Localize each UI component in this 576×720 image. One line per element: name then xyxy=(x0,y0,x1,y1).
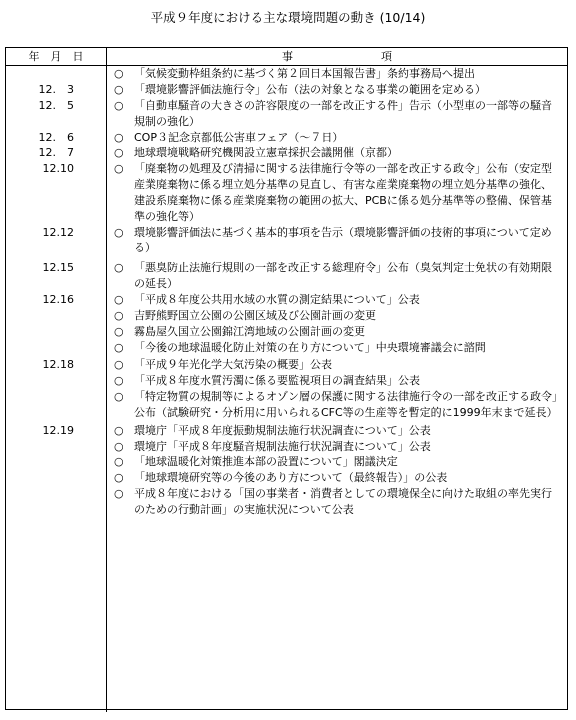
bullet-circle-icon: ○ xyxy=(114,83,124,97)
event-item xyxy=(114,389,561,421)
table-row xyxy=(6,98,567,130)
event-item xyxy=(114,82,561,98)
row-events xyxy=(107,130,567,146)
bullet-circle-icon: ○ xyxy=(114,67,124,81)
event-item xyxy=(114,260,561,292)
event-item xyxy=(114,486,561,518)
bullet-circle-icon: ○ xyxy=(114,455,124,469)
event-item xyxy=(114,130,561,146)
table-row xyxy=(6,292,567,355)
row-date: 12.15 xyxy=(42,261,74,275)
events-table xyxy=(5,47,568,710)
row-date: 12.16 xyxy=(42,293,74,306)
bullet-circle-icon: ○ xyxy=(114,324,124,338)
event-text: 地球環境戦略研究機関設立憲章採択会議開催（京都） xyxy=(134,146,398,160)
table-row xyxy=(6,66,567,82)
event-item xyxy=(114,324,561,340)
event-text: 「平成８年度水質汚濁に係る要監視項目の調査結果」公表 xyxy=(134,374,420,388)
row-date: 12. 5 xyxy=(38,98,74,112)
page-title: 平成９年度における主な環境問題の動き (10/14) xyxy=(150,10,426,25)
event-item xyxy=(114,145,561,161)
bullet-circle-icon: ○ xyxy=(114,423,124,437)
bullet-circle-icon: ○ xyxy=(114,471,124,485)
event-item xyxy=(114,308,561,324)
event-text: COP３記念京都低公害車フェア（～７日） xyxy=(134,130,344,144)
event-text: 環境庁「平成８年度振動規制法施行状況調査について」公表 xyxy=(134,423,431,437)
row-date: 12.10 xyxy=(42,162,74,176)
row-events xyxy=(107,161,567,224)
bullet-circle-icon: ○ xyxy=(114,162,124,176)
table-row xyxy=(6,423,567,518)
event-item xyxy=(114,292,561,308)
row-date: 12.12 xyxy=(42,225,74,239)
row-date: 12. 6 xyxy=(38,130,74,144)
table-body xyxy=(6,66,567,518)
bullet-circle-icon: ○ xyxy=(114,340,124,354)
table-row xyxy=(6,260,567,292)
table-row xyxy=(6,130,567,146)
row-date xyxy=(6,66,107,82)
date-column-header: 年 月 日 xyxy=(6,48,107,65)
event-text: 「自動車騒音の大きさの許容限度の一部を改正する件」告示（小型車の一部等の騒音規制の強化） xyxy=(134,98,552,128)
row-events xyxy=(107,145,567,161)
event-text: 「地球温暖化対策推進本部の設置について」閣議決定 xyxy=(134,455,398,469)
table-row xyxy=(6,357,567,420)
event-text: 「環境影響評価法施行令」公布（法の対象となる事業の範囲を定める） xyxy=(134,83,486,97)
event-text: 「地球環境研究等の今後のあり方について（最終報告）」の公表 xyxy=(134,471,448,485)
row-events xyxy=(107,357,567,420)
table-row xyxy=(6,145,567,161)
event-text: 「悪臭防止法施行規則の一部を改正する総理府令」公布（臭気判定士免状の有効期限の延長） xyxy=(134,261,552,291)
event-text: 「平成９年光化学大気汚染の概要」公表 xyxy=(134,358,332,372)
table-row xyxy=(6,225,567,257)
bullet-circle-icon: ○ xyxy=(114,98,124,112)
row-events xyxy=(107,98,567,130)
event-item xyxy=(114,470,561,486)
bullet-circle-icon: ○ xyxy=(114,439,124,453)
row-date: 12.18 xyxy=(42,358,74,372)
event-text: 「廃棄物の処理及び清掃に関する法律施行令等の一部を改正する政令」公布（安定型産業廃棄物に係る埋立処分基準の見直し、有害な産業廃棄物の埋立処分基準の強化、建設系廃棄物に係る産業廃棄物の範囲の拡大、PCBに係る処分基準等の整備、保管基準の強化等） xyxy=(134,162,552,223)
event-item xyxy=(114,357,561,373)
row-events xyxy=(107,66,567,82)
row-date: 12. 3 xyxy=(38,83,74,97)
row-events xyxy=(107,292,567,355)
event-item xyxy=(114,373,561,389)
event-text: 「気候変動枠組条約に基づく第２回日本国報告書」条約事務局へ提出 xyxy=(134,67,475,81)
row-date: 12.19 xyxy=(42,423,74,437)
event-item xyxy=(114,66,561,82)
event-item xyxy=(114,423,561,439)
event-item xyxy=(114,98,561,130)
row-events xyxy=(107,423,567,518)
event-text: 吉野熊野国立公園の公園区域及び公園計画の変更 xyxy=(134,308,376,322)
event-item xyxy=(114,454,561,470)
event-text: 「今後の地球温暖化防止対策の在り方について」中央環境審議会に諮問 xyxy=(134,340,486,354)
row-events xyxy=(107,82,567,98)
bullet-circle-icon: ○ xyxy=(114,374,124,388)
event-item xyxy=(114,161,561,224)
event-item xyxy=(114,225,561,257)
event-text: 霧島屋久国立公園錦江湾地域の公園計画の変更 xyxy=(134,324,365,338)
row-date: 12. 7 xyxy=(38,146,74,160)
bullet-circle-icon: ○ xyxy=(114,308,124,322)
event-text: 「特定物質の規制等によるオゾン層の保護に関する法律施行令の一部を改正する政令」公布（試験研究・分析用に用いられるCFC等の生産等を暫定的に1999年末まで延長） xyxy=(134,390,558,419)
event-text: 「平成８年度公共用水域の水質の測定結果について」公表 xyxy=(134,293,420,306)
bullet-circle-icon: ○ xyxy=(114,225,124,239)
table-header xyxy=(6,48,567,66)
bullet-circle-icon: ○ xyxy=(114,130,124,144)
event-column-header: 事 項 xyxy=(282,50,392,63)
event-item xyxy=(114,439,561,455)
event-text: 環境影響評価法に基づく基本的事項を告示（環境影響評価の技術的事項について定める） xyxy=(134,225,552,255)
table-row xyxy=(6,82,567,98)
event-item xyxy=(114,340,561,356)
row-events xyxy=(107,260,567,292)
bullet-circle-icon: ○ xyxy=(114,487,124,501)
bullet-circle-icon: ○ xyxy=(114,358,124,372)
bullet-circle-icon: ○ xyxy=(114,146,124,160)
event-text: 平成８年度における「国の事業者・消費者としての環境保全に向けた取組の率先実行のための行動計画」の実施状況について公表 xyxy=(134,487,552,516)
bullet-circle-icon: ○ xyxy=(114,261,124,275)
bullet-circle-icon: ○ xyxy=(114,293,124,306)
event-text: 環境庁「平成８年度騒音規制法施行状況調査について」公表 xyxy=(134,439,431,453)
bullet-circle-icon: ○ xyxy=(114,390,124,404)
row-events xyxy=(107,225,567,257)
table-row xyxy=(6,161,567,224)
